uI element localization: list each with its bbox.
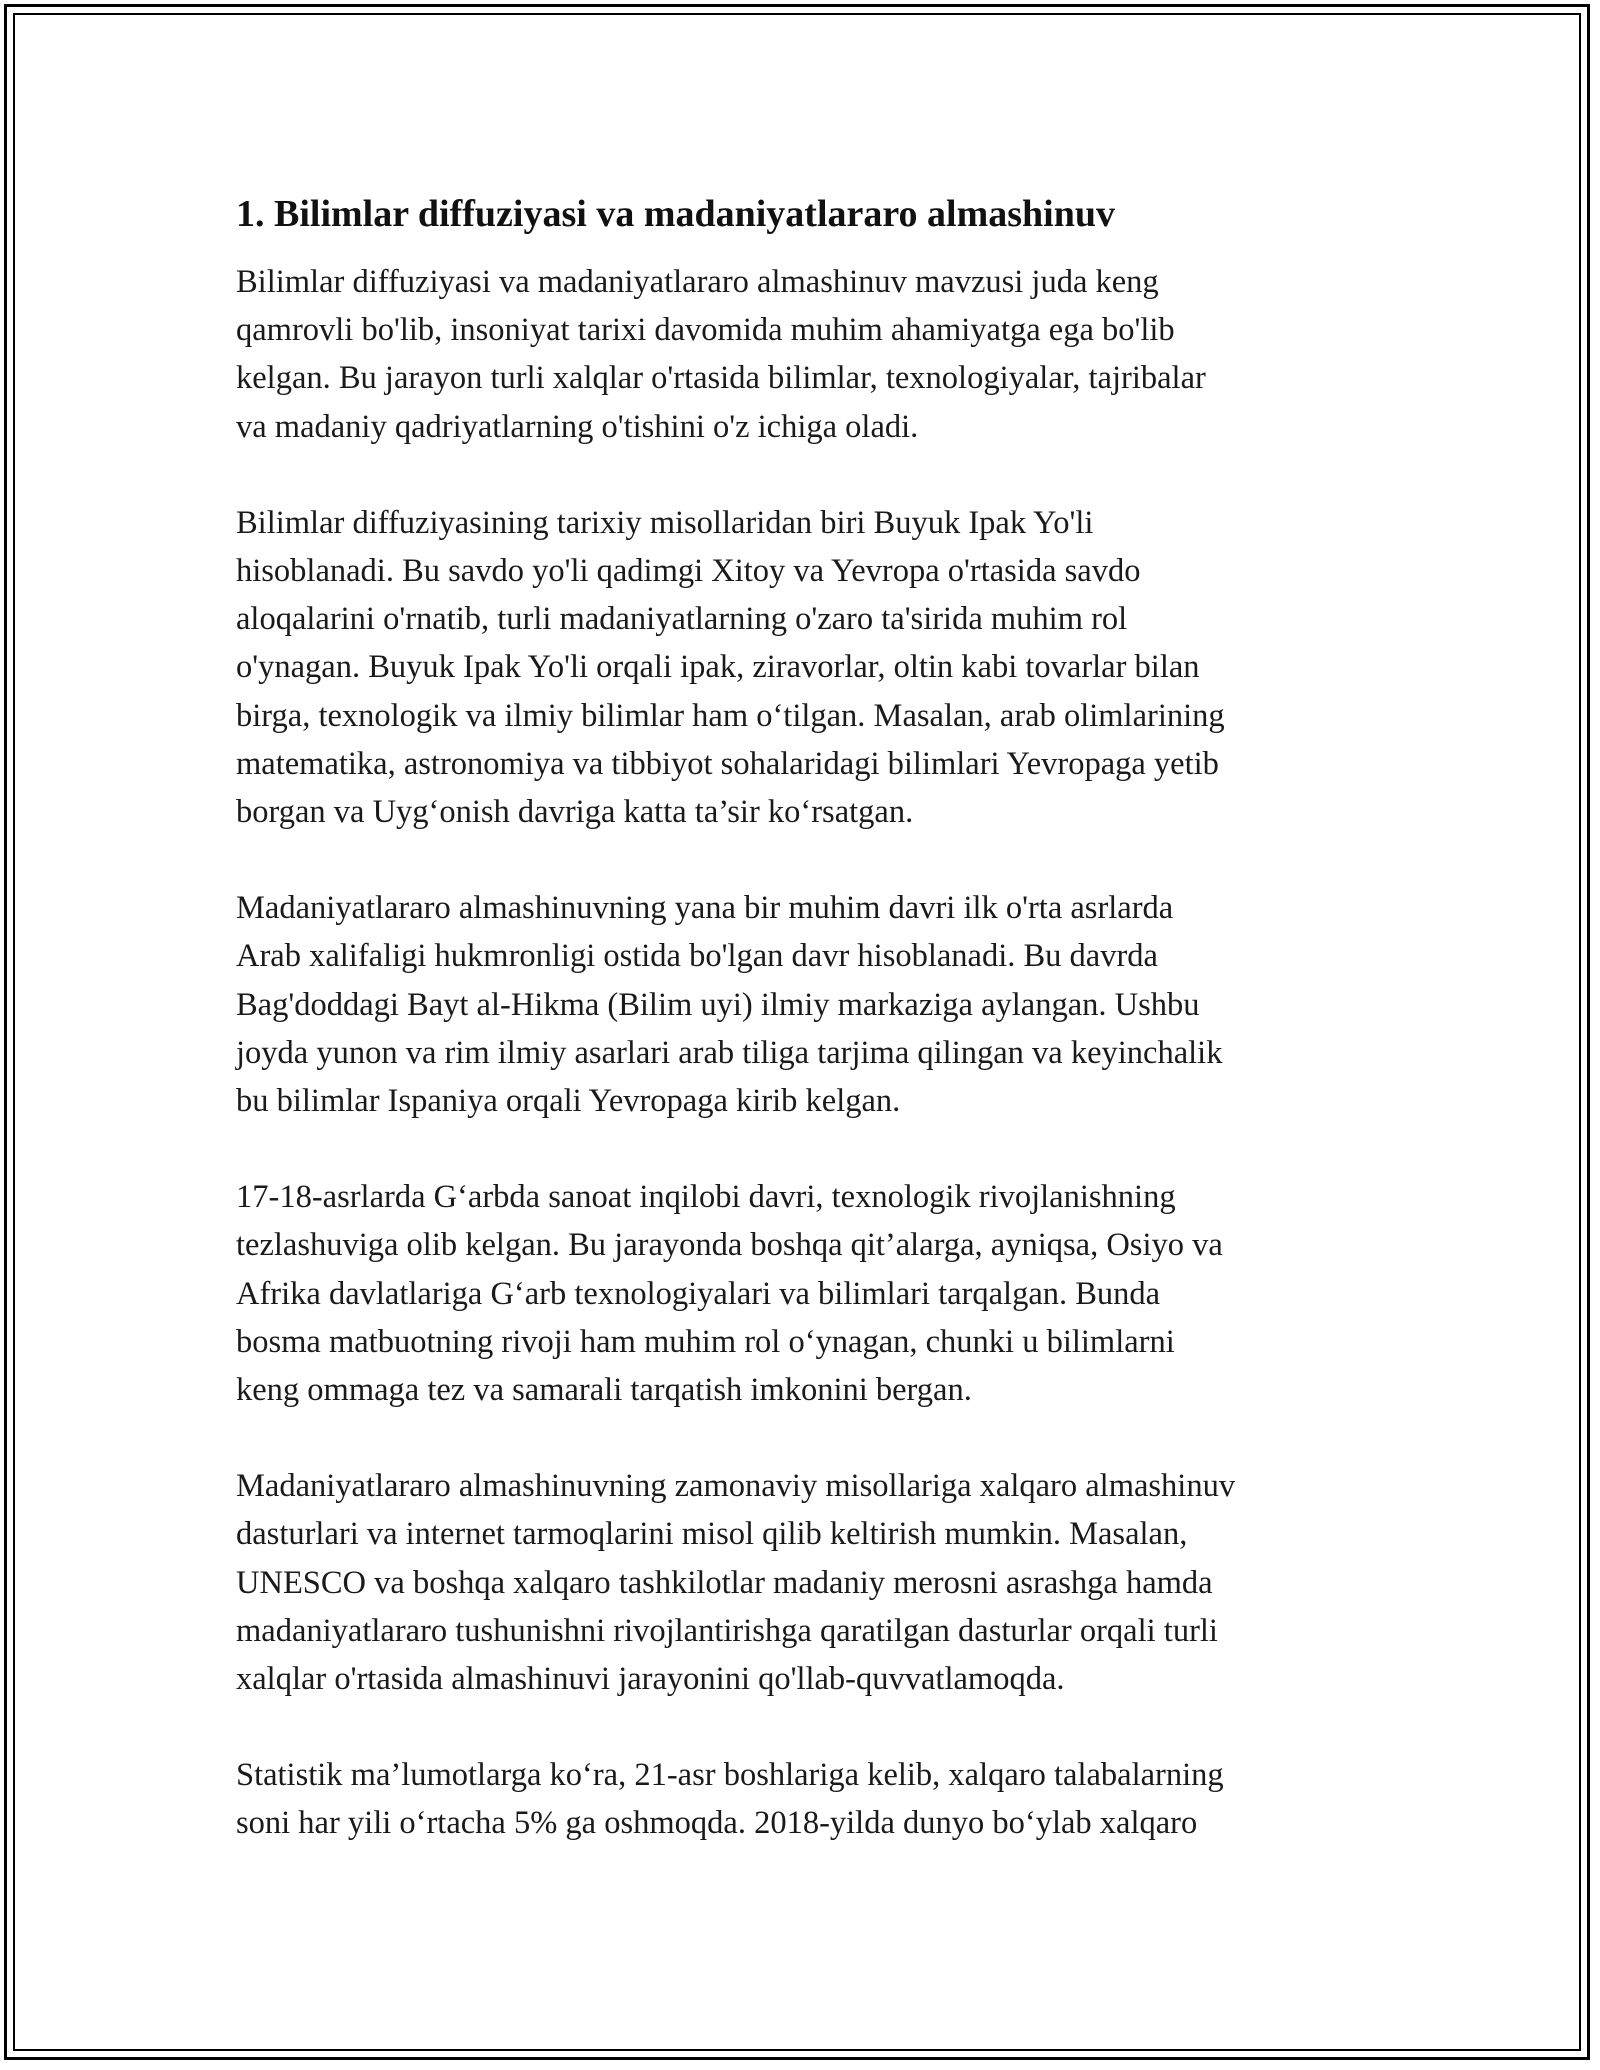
paragraph-line: xalqlar o'rtasida almashinuvi jarayonini qo'llab-quvvatlamoqda. (236, 1661, 1065, 1698)
paragraph-line: UNESCO va boshqa xalqaro tashkilotlar madaniy merosni asrashga hamda (236, 1564, 1213, 1601)
paragraph-line: birga, texnologik va ilmiy bilimlar ham o‘tilgan. Masalan, arab olimlarining (236, 697, 1225, 734)
section-heading: 1. Bilimlar diffuziyasi va madaniyatlararo almashinuv (236, 193, 1116, 235)
paragraph-line: Madaniyatlararo almashinuvning yana bir muhim davri ilk o'rta asrlarda (236, 890, 1174, 927)
paragraph-line: kelgan. Bu jarayon turli xalqlar o'rtasida bilimlar, texnologiyalar, tajribalar (236, 360, 1206, 397)
paragraph (236, 1462, 1366, 1703)
paragraph-line: bu bilimlar Ispaniya orqali Yevropaga kirib kelgan. (236, 1083, 901, 1120)
paragraph-line: soni har yili o‘rtacha 5% ga oshmoqda. 2018-yilda dunyo bo‘ylab xalqaro (236, 1805, 1198, 1842)
paragraph-list (236, 258, 1366, 1848)
paragraph-line: aloqalarini o'rnatib, turli madaniyatlarning o'zaro ta'sirida muhim rol (236, 601, 1128, 638)
paragraph-line: dasturlari va internet tarmoqlarini misol qilib keltirish mumkin. Masalan, (236, 1516, 1188, 1553)
paragraph-line: bosma matbuotning rivoji ham muhim rol o‘ynagan, chunki u bilimlarni (236, 1323, 1175, 1360)
paragraph-line: Madaniyatlararo almashinuvning zamonaviy misollariga xalqaro almashinuv (236, 1468, 1236, 1505)
paragraph-line: qamrovli bo'lib, insoniyat tarixi davomida muhim ahamiyatga ega bo'lib (236, 312, 1175, 349)
paragraph-line: matematika, astronomiya va tibbiyot sohalaridagi bilimlari Yevropaga yetib (236, 745, 1219, 782)
paragraph (236, 1751, 1366, 1847)
paragraph-line: o'ynagan. Buyuk Ipak Yo'li orqali ipak, ziravorlar, oltin kabi tovarlar bilan (236, 649, 1200, 686)
paragraph-line: va madaniy qadriyatlarning o'tishini o'z ichiga oladi. (236, 408, 919, 445)
document-body (236, 190, 1366, 1896)
paragraph (236, 1173, 1366, 1414)
paragraph-line: borgan va Uyg‘onish davriga katta ta’sir ko‘rsatgan. (236, 794, 914, 831)
paragraph-line: Afrika davlatlariga G‘arb texnologiyalari va bilimlari tarqalgan. Bunda (236, 1275, 1161, 1312)
paragraph-line: joyda yunon va rim ilmiy asarlari arab tiliga tarjima qilingan va keyinchalik (236, 1034, 1223, 1071)
paragraph-line: tezlashuviga olib kelgan. Bu jarayonda boshqa qit’alarga, ayniqsa, Osiyo va (236, 1227, 1223, 1264)
paragraph-line: Statistik ma’lumotlarga ko‘ra, 21-asr boshlariga kelib, xalqaro talabalarning (236, 1757, 1224, 1794)
paragraph-line: Bag'doddagi Bayt al-Hikma (Bilim uyi) ilmiy markaziga aylangan. Ushbu (236, 986, 1200, 1023)
paragraph-line: Bilimlar diffuziyasining tarixiy misollaridan biri Buyuk Ipak Yo'li (236, 504, 1094, 541)
paragraph-line: keng ommaga tez va samarali tarqatish imkonini bergan. (236, 1372, 972, 1409)
paragraph-line: hisoblanadi. Bu savdo yo'li qadimgi Xitoy va Yevropa o'rtasida savdo (236, 553, 1141, 590)
paragraph-line: 17-18-asrlarda G‘arbda sanoat inqilobi davri, texnologik rivojlanishning (236, 1179, 1176, 1216)
paragraph (236, 499, 1366, 836)
paragraph-line: madaniyatlararo tushunishni rivojlantirishga qaratilgan dasturlar orqali turli (236, 1612, 1218, 1649)
paragraph-line: Arab xalifaligi hukmronligi ostida bo'lgan davr hisoblanadi. Bu davrda (236, 938, 1158, 975)
paragraph-line: Bilimlar diffuziyasi va madaniyatlararo almashinuv mavzusi juda keng (236, 264, 1159, 300)
paragraph (236, 884, 1366, 1125)
paragraph (236, 258, 1366, 451)
